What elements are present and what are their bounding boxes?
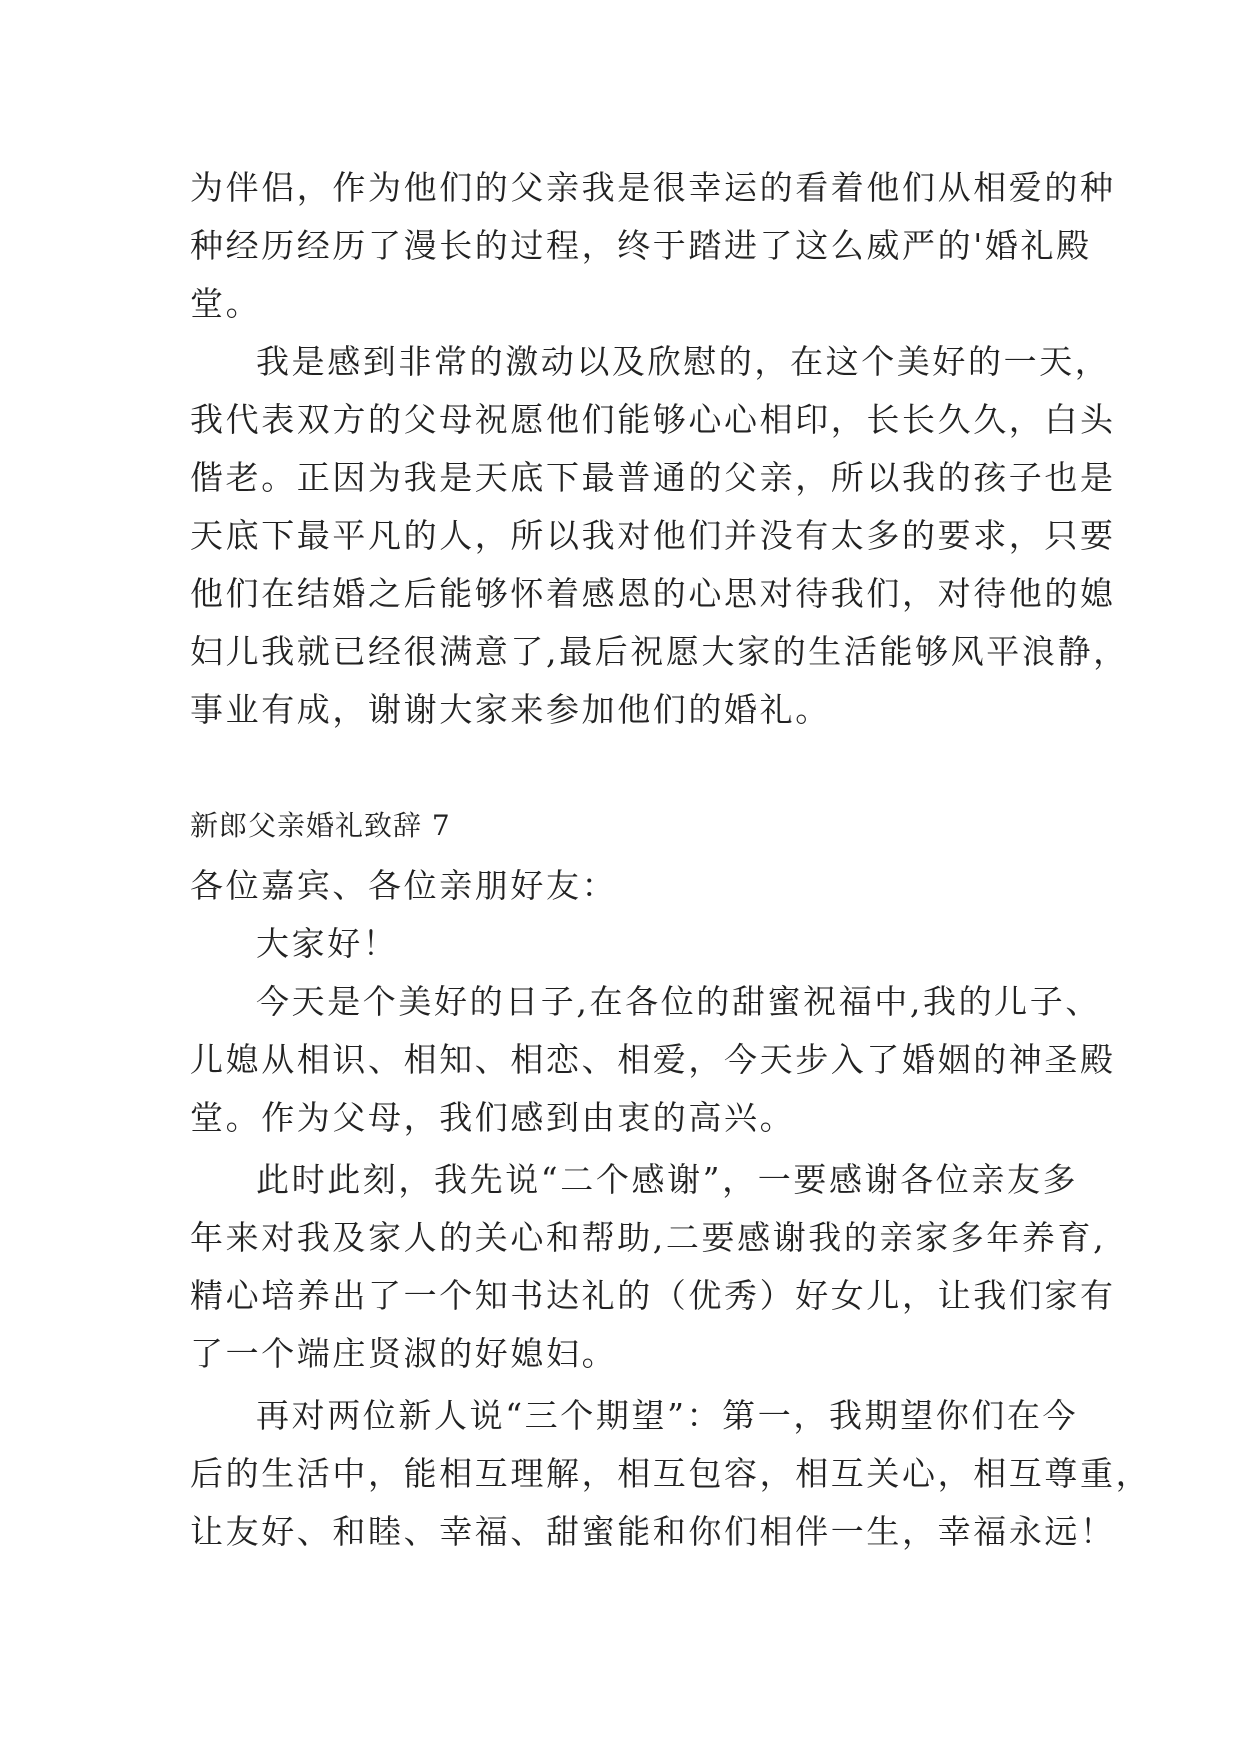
text-line: 妇儿我就已经很满意了,最后祝愿大家的生活能够风平浪静， xyxy=(190,632,1129,671)
text-line: 后的生活中，能相互理解，相互包容，相互关心，相互尊重， xyxy=(190,1454,1152,1493)
text-line: 天底下最平凡的人，所以我对他们并没有太多的要求，只要 xyxy=(190,516,1116,555)
greeting: 大家好！ xyxy=(256,924,399,963)
text-line: 让友好、和睦、幸福、甜蜜能和你们相伴一生，幸福永远！ xyxy=(190,1512,1116,1551)
text-line: 儿媳从相识、相知、相恋、相爱，今天步入了婚姻的神圣殿 xyxy=(190,1040,1116,1079)
section-heading: 新郎父亲婚礼致辞 7 xyxy=(190,809,451,842)
salutation: 各位嘉宾、各位亲朋好友： xyxy=(190,866,618,905)
text-line: 事业有成，谢谢大家来参加他们的婚礼。 xyxy=(190,690,831,729)
text-line: 为伴侣，作为他们的父亲我是很幸运的看着他们从相爱的种 xyxy=(190,168,1116,207)
text-line: 年来对我及家人的关心和帮助,二要感谢我的亲家多年养育, xyxy=(190,1218,1107,1257)
text-line: 此时此刻，我先说“二个感谢”，一要感谢各位亲友多 xyxy=(256,1160,1079,1199)
text-line: 我代表双方的父母祝愿他们能够心心相印，长长久久，白头 xyxy=(190,400,1116,439)
text-line: 他们在结婚之后能够怀着感恩的心思对待我们，对待他的媳 xyxy=(190,574,1116,613)
text-line: 偕老。正因为我是天底下最普通的父亲，所以我的孩子也是 xyxy=(190,458,1116,497)
text-line: 我是感到非常的激动以及欣慰的，在这个美好的一天， xyxy=(256,342,1111,381)
text-line: 精心培养出了一个知书达礼的（优秀）好女儿，让我们家有 xyxy=(190,1276,1116,1315)
text-line: 堂。 xyxy=(190,284,262,323)
text-line: 了一个端庄贤淑的好媳妇。 xyxy=(190,1334,618,1373)
text-line: 堂。作为父母，我们感到由衷的高兴。 xyxy=(190,1098,796,1137)
text-line: 今天是个美好的日子,在各位的甜蜜祝福中,我的儿子、 xyxy=(256,982,1101,1021)
text-line: 再对两位新人说“三个期望”：第一，我期望你们在今 xyxy=(256,1396,1079,1435)
text-line: 种经历经历了漫长的过程，终于踏进了这么威严的'婚礼殿 xyxy=(190,226,1092,265)
